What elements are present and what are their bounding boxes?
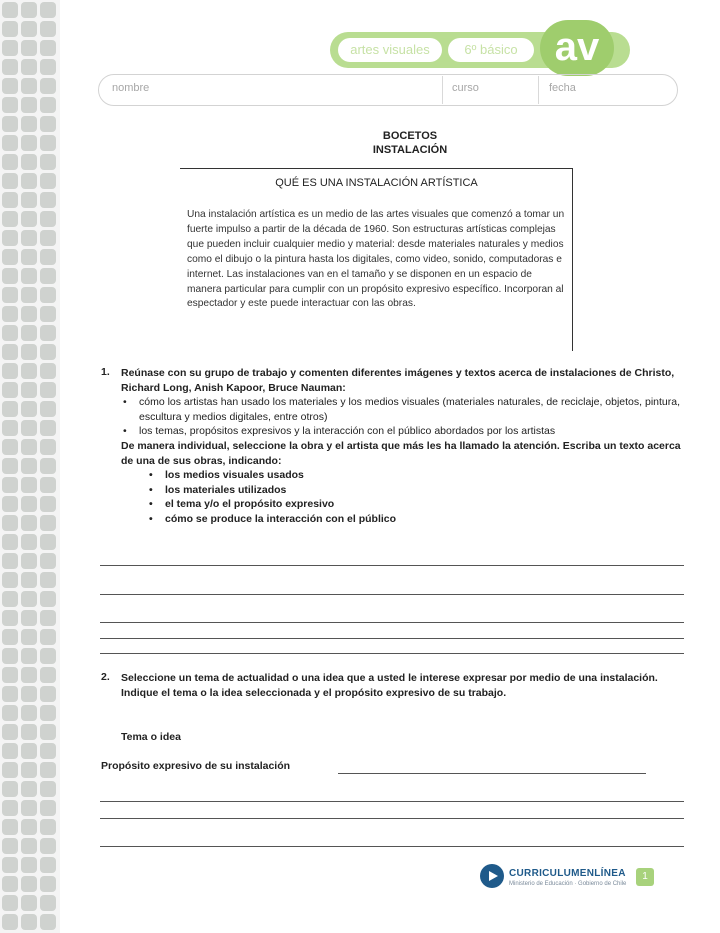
perforation-square (2, 895, 18, 911)
perforation-square (2, 515, 18, 531)
answer-line[interactable] (100, 818, 684, 819)
perforation-square (2, 211, 18, 227)
perforation-square (21, 192, 37, 208)
perforation-square (40, 762, 56, 778)
question-1-sub-bullet: • cómo se produce la interacción con el público (121, 512, 686, 527)
perforation-square (21, 287, 37, 303)
perforation-square (2, 420, 18, 436)
perforation-square (2, 363, 18, 379)
subject-badge: av (540, 20, 614, 76)
question-1-sub-bullet: • los materiales utilizados (121, 483, 686, 498)
field-divider (538, 76, 539, 104)
perforation-square (2, 496, 18, 512)
perforation-square (21, 648, 37, 664)
perforation-square (2, 230, 18, 246)
perforation-square (40, 705, 56, 721)
perforation-square (40, 800, 56, 816)
answer-line[interactable] (100, 653, 684, 654)
intro-box-right-border (572, 168, 573, 351)
perforation-square (40, 496, 56, 512)
perforation-square (21, 572, 37, 588)
perforation-square (2, 21, 18, 37)
page-title: BOCETOS (382, 130, 438, 142)
page-subtitle: INSTALACIÓN (372, 144, 448, 156)
perforation-square (2, 743, 18, 759)
perforation-square (2, 59, 18, 75)
perforation-square (40, 876, 56, 892)
perforation-square (40, 325, 56, 341)
perforation-square (21, 458, 37, 474)
field-divider (442, 76, 443, 104)
purpose-label: Propósito expresivo de su instalación (101, 760, 291, 772)
perforation-square (21, 743, 37, 759)
question-1 (121, 366, 686, 527)
perforation-square (2, 2, 18, 18)
perforation-square (40, 420, 56, 436)
perforation-square (40, 21, 56, 37)
perforation-square (21, 401, 37, 417)
perforation-square (40, 78, 56, 94)
perforation-square (21, 420, 37, 436)
perforation-square (2, 781, 18, 797)
perforation-square (2, 306, 18, 322)
perforation-square (2, 173, 18, 189)
perforation-square (21, 515, 37, 531)
perforation-square (21, 439, 37, 455)
perforation-square (2, 667, 18, 683)
perforation-square (21, 249, 37, 265)
perforation-square (2, 648, 18, 664)
page-number: 1 (636, 868, 654, 886)
purpose-answer-line[interactable] (338, 773, 646, 774)
perforation-square (40, 211, 56, 227)
perforation-square (2, 876, 18, 892)
perforation-square (21, 781, 37, 797)
answer-line[interactable] (100, 846, 684, 847)
intro-box-paragraph: Una instalación artística es un medio de las artes visuales que comenzó a tomar un fuerte impulso a partir de la década de 1960. Son estructuras artísticas complejas que pueden incluir cualquier medio y material: desde materiales naturales y medios como el dibujo o la pintura hasta los digitales, como video, sonido, computadoras e internet. Las instalaciones van en el tamaño y se disponen en un espacio de manera particular para cumplir con un propósito expresivo específico. Incorporan al espectador y este puede interactuar con las obras. (187, 209, 565, 310)
perforation-square (40, 572, 56, 588)
perforation-square (21, 838, 37, 854)
perforation-square (21, 591, 37, 607)
perforation-square (2, 762, 18, 778)
perforation-square (21, 800, 37, 816)
answer-line[interactable] (100, 565, 684, 566)
perforation-square (40, 591, 56, 607)
question-1-number: 1. (101, 366, 110, 378)
perforation-square (21, 724, 37, 740)
question-1-lead: Reúnase con su grupo de trabajo y comenten diferentes imágenes y textos acerca de instalaciones de Christo, Richard Long, Anish Kapoor, Bruce Nauman: (121, 367, 675, 394)
perforation-square (21, 382, 37, 398)
perforation-square (21, 363, 37, 379)
perforation-square (2, 629, 18, 645)
perforation-square (40, 477, 56, 493)
perforation-square (2, 838, 18, 854)
perforation-square (2, 249, 18, 265)
perforation-square (2, 705, 18, 721)
perforation-square (40, 287, 56, 303)
perforation-square (40, 439, 56, 455)
perforation-square (2, 819, 18, 835)
perforation-square (40, 249, 56, 265)
perforation-square (21, 306, 37, 322)
perforation-square (40, 458, 56, 474)
perforation-square (21, 230, 37, 246)
perforation-square (21, 705, 37, 721)
perforation-square (2, 287, 18, 303)
intro-box-heading: QUÉ ES UNA INSTALACIÓN ARTÍSTICA (275, 177, 478, 189)
perforation-square (2, 458, 18, 474)
perforation-square (21, 629, 37, 645)
perforation-square (40, 59, 56, 75)
perforation-square (40, 515, 56, 531)
perforation-square (21, 534, 37, 550)
perforation-square (21, 40, 37, 56)
perforation-square (21, 610, 37, 626)
perforation-square (40, 230, 56, 246)
perforation-square (2, 154, 18, 170)
perforation-square (40, 401, 56, 417)
perforation-square (2, 800, 18, 816)
perforation-square (2, 401, 18, 417)
answer-line[interactable] (100, 594, 684, 595)
perforation-square (2, 914, 18, 930)
perforation-square (21, 211, 37, 227)
question-1-instruction: De manera individual, seleccione la obra y el artista que más les ha llamado la atención. Escriba un texto acerca de una de sus obras, indicando: (121, 439, 681, 467)
perforation-square (21, 154, 37, 170)
logo-subtext: Ministerio de Educación · Gobierno de Chile (509, 881, 627, 887)
perforation-square (21, 914, 37, 930)
course-field-label: curso (452, 82, 479, 94)
perforation-square (40, 914, 56, 930)
perforation-square (2, 553, 18, 569)
perforation-square (21, 857, 37, 873)
student-info-bar (98, 74, 678, 106)
perforation-square (40, 382, 56, 398)
question-2-number: 2. (101, 671, 110, 683)
question-1-bullet: • cómo los artistas han usado los materiales y los medios visuales (materiales naturales, de reciclaje, objetos, pintura, escultura y medios digitales, entre otros) (121, 395, 686, 424)
perforation-square (2, 268, 18, 284)
answer-line[interactable] (100, 622, 684, 623)
perforation-square (21, 686, 37, 702)
perforation-square (2, 325, 18, 341)
perforation-square (40, 306, 56, 322)
perforation-square (21, 895, 37, 911)
perforation-square (2, 439, 18, 455)
perforation-square (2, 78, 18, 94)
perforation-square (40, 192, 56, 208)
perforation-square (40, 895, 56, 911)
answer-line[interactable] (100, 801, 684, 802)
perforation-square (40, 838, 56, 854)
perforation-square (2, 686, 18, 702)
answer-line[interactable] (100, 638, 684, 639)
perforation-square (40, 363, 56, 379)
theme-label: Tema o idea (121, 731, 181, 743)
subject-pill: artes visuales (338, 38, 442, 62)
perforation-square (21, 667, 37, 683)
perforation-square (40, 40, 56, 56)
perforation-square (40, 2, 56, 18)
question-1-sub-bullet: • los medios visuales usados (121, 468, 686, 483)
perforation-square (40, 819, 56, 835)
grade-pill: 6º básico (448, 38, 534, 62)
perforation-square (21, 325, 37, 341)
perforation-square (40, 344, 56, 360)
play-arrow-icon (489, 871, 498, 881)
question-2-text: Seleccione un tema de actualidad o una idea que a usted le interese expresar por medio de una instalación. Indique el tema o la idea seleccionada y el propósito expresivo de su trabajo. (121, 672, 658, 699)
perforation-square (40, 173, 56, 189)
perforation-square (40, 686, 56, 702)
perforation-square (2, 97, 18, 113)
perforation-square (21, 496, 37, 512)
logo-text: CURRICULUMENLÍNEA (509, 868, 626, 879)
intro-box-top-border (180, 168, 573, 169)
perforation-square (2, 477, 18, 493)
perforation-square (2, 192, 18, 208)
perforation-square (21, 819, 37, 835)
perforation-square (40, 553, 56, 569)
perforation-square (21, 762, 37, 778)
perforation-square (2, 382, 18, 398)
perforation-square (40, 667, 56, 683)
perforation-square (2, 344, 18, 360)
perforation-square (21, 876, 37, 892)
date-field-label: fecha (549, 82, 576, 94)
perforation-square (21, 477, 37, 493)
perforation-square (21, 268, 37, 284)
perforation-square (2, 40, 18, 56)
perforation-square (40, 857, 56, 873)
name-field-label: nombre (112, 82, 150, 94)
perforation-square (40, 648, 56, 664)
question-1-bullet: • los temas, propósitos expresivos y la interacción con el público abordados por los artistas (121, 424, 686, 439)
perforation-square (40, 781, 56, 797)
perforation-square (2, 857, 18, 873)
perforation-square (40, 724, 56, 740)
perforation-square (21, 78, 37, 94)
perforation-square (2, 572, 18, 588)
perforation-square (2, 610, 18, 626)
perforation-square (2, 724, 18, 740)
perforation-square (21, 173, 37, 189)
perforation-square (40, 629, 56, 645)
perforation-square (40, 154, 56, 170)
perforation-square (21, 553, 37, 569)
perforation-square (40, 743, 56, 759)
perforation-square (40, 610, 56, 626)
perforation-square (21, 21, 37, 37)
perforation-square (40, 534, 56, 550)
perforation-square (2, 591, 18, 607)
perforation-square (21, 97, 37, 113)
perforation-square (21, 2, 37, 18)
perforation-square (21, 59, 37, 75)
perforation-square (40, 97, 56, 113)
question-1-sub-bullet: • el tema y/o el propósito expresivo (121, 497, 686, 512)
perforation-square (21, 344, 37, 360)
perforation-square (2, 534, 18, 550)
perforation-square (40, 268, 56, 284)
